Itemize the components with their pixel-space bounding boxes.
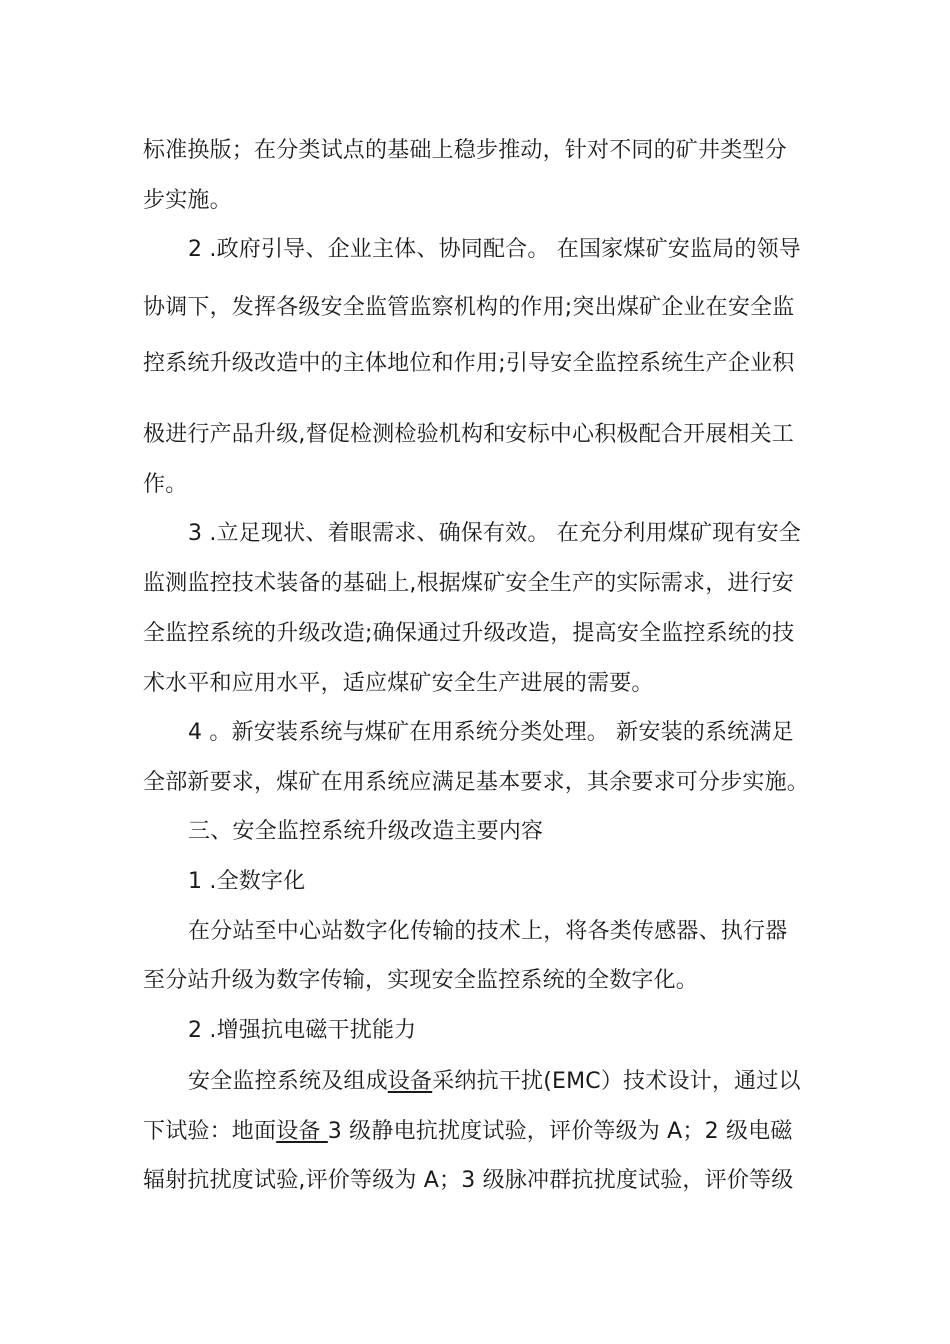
text-line: 术水平和应用水平，适应煤矿安全生产进展的需要。 [143,671,654,696]
text-line: 作。 [143,472,188,497]
text-segment: 采纳抗干扰(EMC）技术设计，通过以 [432,1069,801,1094]
section-heading: 三、安全监控系统升级改造主要内容 [188,819,544,844]
text-line: 至分站升级为数字传输，实现安全监控系统的全数字化。 [143,968,699,993]
list-item-heading: 4 。新安装系统与煤矿在用系统分类处理。 新安装的系统满足 [188,720,794,745]
text-line: 协调下，发挥各级安全监管监察机构的作用;突出煤矿企业在安全监 [143,295,795,320]
text-line: 监测监控技术装备的基础上,根据煤矿安全生产的实际需求，进行安 [143,571,794,596]
text-line: 标准换版；在分类试点的基础上稳步推动，针对不同的矿井类型分 [143,138,787,163]
text-line [143,1117,793,1147]
text-line: 全监控系统的升级改造;确保通过升级改造，提高安全监控系统的技 [143,621,795,646]
subsection-heading: 1 .全数字化 [188,869,306,894]
equipment-link[interactable]: 设备 [276,1119,328,1144]
list-item-heading: 3 .立足现状、着眼需求、确保有效。 在充分利用煤矿现有安全 [188,521,801,546]
subsection-heading: 2 .增强抗电磁干扰能力 [188,1018,417,1043]
equipment-link[interactable]: 设备 [387,1069,433,1094]
text-line: 全部新要求，煤矿在用系统应满足基本要求，其余要求可分步实施。 [143,770,810,795]
text-line [188,1067,801,1097]
text-segment: 安全监控系统及组成 [188,1069,388,1094]
text-line: 控系统升级改造中的主体地位和作用;引导安全监控系统生产企业积 [143,351,795,376]
text-line: 极进行产品升级,督促检测检验机构和安标中心积极配合开展相关工 [143,422,794,447]
text-line: 步实施。 [143,188,232,213]
text-segment: 3 级静电抗扰度试验，评价等级为 A；2 级电磁 [327,1119,793,1144]
text-line: 在分站至中心站数字化传输的技术上，将各类传感器、执行器 [188,919,788,944]
text-segment: 下试验：地面 [143,1119,277,1144]
list-item-heading: 2 .政府引导、企业主体、协同配合。 在国家煤矿安监局的领导 [188,237,801,262]
text-line: 辐射抗扰度试验,评价等级为 A；3 级脉冲群抗扰度试验，评价等级 [143,1168,794,1193]
